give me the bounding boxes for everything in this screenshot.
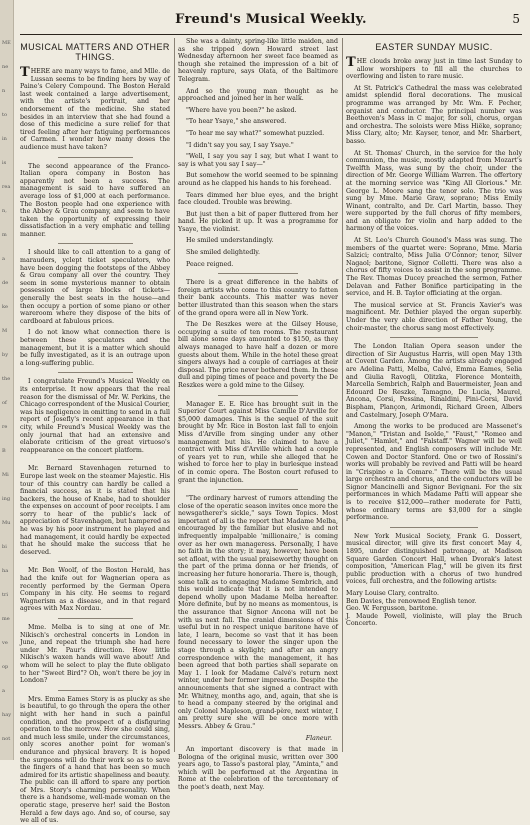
column-middle (178, 38, 338, 792)
paragraph: "To hear Ysaye," she answered. (186, 118, 287, 126)
paragraph: Mrs. Emma Eames Story is as plucky as she is beautiful, to go through the opera the other night with her hand in such a painful condition, and the prospect of a disfiguring operation to the morrow. How she could sing, and much less smile, under the circumstances, only scores another point for woman's endurance and physical bravery. It is hoped the surgeons will do their work so as to save the fingers of a hand that has been so much admired for its artistic shapeliness and beauty. The public can ill afford to spare any portion of Mrs. Story's charming personality. When there is a handsome, well-made woman on the operatic stage, preserve her! said the Boston Herald a few days ago. And so, of course, say we all of us. (20, 695, 170, 825)
margin-fragment: to (2, 112, 8, 118)
separator-rule (390, 337, 478, 338)
column-rule (174, 38, 175, 752)
paragraph: Mr. Bernard Stavenhagen returned to Europe last week on the steamer Majestic. His tour of this country can hardly be called a financial success, as it is stated that his backers, the house of Knabe, had to shoulder the expenses on account of poor receipts. I am sorry to hear of the public's lack of appreciation of Stavenhagen, but hampered as he was by his poor instrument he played and had management, it could hardly be expected that he should make the success that he deserved. (20, 465, 170, 556)
paragraph: THE clouds broke away just in time last Sunday to allow worshipers to fill all the churches to overflowing and listen to rare music. (346, 55, 522, 81)
page-number: 5 (512, 12, 520, 26)
paragraph: Mme. Melba is to sing at one of Mr. Nikisch's orchestral concerts in London in June, and repeat the triumph she had here under Mr. Paur's direction. How little Nikisch's waxen hands will wave about! And whom will he select to play the flute obligato to her "Sweet Bird"? Oh, won't there be joy in London? (20, 624, 170, 685)
margin-fragment: of (2, 400, 7, 406)
margin-fragment: hay (2, 712, 12, 718)
paragraph: She smiled delightedly. (186, 249, 260, 257)
margin-fragment: in (2, 136, 7, 142)
separator-rule (218, 489, 298, 490)
publication-title: Freund's Musical Weekly. (175, 12, 367, 27)
margin-fragment: ing (2, 496, 11, 502)
paragraph: At St. Thomas' Church, in the service for the holy communion, the music, mostly adapted from Mozart's Twelfth Mass, was sung by the choir, under the direction of Mr. George William Warren. The offertory at the morning service was "King All Glorious." Mr. George L. Moore sang the tenor solo. The trio was sung by Mme. Marie Graw, soprano; Miss Emily Winant, contralto, and Dr. Carl Martin, basso. They were supported by the full chorus of fifty members, and an obligato for violin and harp added to the harmony of the voices. (346, 149, 522, 233)
separator-rule (218, 273, 298, 274)
margin-fragment: a (2, 688, 5, 694)
separator-rule (58, 157, 133, 158)
adjacent-page-margin (0, 0, 14, 760)
paragraph: "Well, I say you say I say, but what I want to say is what you say I say—" (178, 153, 338, 168)
margin-fragment: not (2, 736, 11, 742)
paragraph: New York Musical Society, Frank G. Dossert, musical director, will give its first concert May 4, 1895, under distinguished patronage, at Madison Square Garden Concert Hall, when Dvorak's latest composition, "American Flag," will be given its first public production with a chorus of two hundred voices, full orchestra, and the following artists: (346, 532, 522, 586)
paragraph: The De Reszkes were at the Gilsey House, occupying a suite of ten rooms. The restaurant bill alone some days amounted to $150, as they always managed to have half a dozen or more guests about them. While in the hotel these great singers always had a couple of carriages at their disposal. The price never bothered them. In these dull and piping times of peace and poverty the De Reszkes were a gold mine to the Gilsey. (178, 321, 338, 389)
artist-entry: Geo. W. Fergusson, baritone. (346, 605, 438, 613)
paragraph: Peace reigned. (186, 260, 234, 268)
margin-fragment: B (2, 448, 6, 454)
paragraph: The musical service at St. Francis Xavier's was magnificent. Mr. Dethier played the organ superbly. Under the very able direction of Father Young, the choir-master, the chorus sang most effectively. (346, 301, 522, 332)
artist-entry: Mary Louise Clary, contralto. (346, 590, 439, 597)
margin-fragment: n (2, 88, 6, 94)
paragraph: The London Italian Opera season under the direction of Sir Augustus Harris, will open May 13th at Covent Garden. Among the artists already engaged are Adelina Patti, Melba, Calvé, Emma Eames, Selia and Giulia Ravogli, Olitzka, Florence Monteith, Marcella Sembrich, Ralph and Bauermeister, Jean and Edouard De Reszke, Tamagno, De Lucia, Maurel, Ancona, Corsi, Pessina, Rinaldini, Pini-Corsi, David Bispham, Plançon, Arimondi, Richard Green, Albers and Castelmary, Joseph O'Mara. (346, 343, 522, 419)
margin-fragment: n, (2, 208, 7, 214)
margin-fragment: bi (2, 544, 7, 550)
paragraph: He smiled understandingly. (186, 237, 274, 245)
paragraph: And so the young man thought as he approached and joined her in her walk. (178, 87, 338, 103)
paragraph: But just then a bit of paper fluttered from her hand. He picked it up. It was a programme for Ysaye, the violinist. (178, 210, 338, 233)
paragraph: At St. Leo's Church Gounod's Mass was sung. The members of the quartet were: Soprano, Mme. Maria Salzici; contralto, Miss Julia O'Connor; tenor, Silver Nagaol; baritone, Signor Colletti. There was also a chorus of fifty voices to assist in the song programme. The Rev. Thomas Ducey preached the sermon, Father Delavan and Father Bonifice participating in the service, and H. B. Taylor officiating at the organ. (346, 237, 522, 298)
paragraph: "To hear me say what?" somewhat puzzled. (186, 129, 325, 137)
section-heading: MUSICAL MATTERS AND OTHER THINGS. (20, 42, 170, 62)
signature: Flaneur. (305, 734, 332, 742)
paragraph: She was a dainty, spring-like little maiden, and as she tripped down Howard street last Wednesday afternoon her sweet face beamed as though she retained the impression of a bit of heavenly rapture, says Olata, of the Baltimore Telegram. (178, 38, 338, 83)
paragraph: Mr. Ben Woolf, of the Boston Herald, has had the knife out for Wagnerian opera as recently performed by the German Opera Company in his city. He seems to regard Wagnerism as a disease, and in that regard agrees with Max Nordau. (20, 567, 170, 613)
paragraph: There is a great difference in the habits of foreign artists who come to this country to fatten their bank accounts. This matter was never better illustrated than this season when the stars of the grand opera were all in New York. (178, 279, 338, 317)
paragraph: Tears dimmed her blue eyes, and the bright face clouded. Trouble was brewing. (178, 191, 338, 207)
artist-entry: J. Maude Powell, violiniste, will play the Bruch Concerto. (346, 612, 522, 628)
margin-fragment: ke (2, 304, 8, 310)
paragraph: At St. Patrick's Cathedral the mass was celebrated amidst splendid floral decorations. The musical programme was arranged by Mr. Wm. F. Pecher, organist and conductor. The principal number was Beethoven's Mass in C major, for soli, chorus, organ and orchestra. The soloists were Miss Hiëke, soprano; Miss Clary, alto; Mr. Kayser, tenor, and Mr. Sharbert, basso. (346, 84, 522, 145)
margin-fragment: ne (2, 64, 9, 70)
margin-fragment: ME (2, 40, 11, 46)
paragraph: "I didn't say you say, I say Ysaye." (186, 141, 294, 149)
paragraph: But somehow the world seemed to be spinning around as he clapped his hands to his forehead. (178, 172, 338, 187)
margin-fragment: de (2, 280, 9, 286)
paragraph: "The ordinary harvest of rumors attending the close of the operatic season invites once more the newsgatherer's sickle," says Town Topics. Most important of all is the report that Madame Melba, encouraged by the familiar but elusive and not infrequently impalpable 'millionaire,' is coming over as her own manageress. Personally, I have no faith in the story; it may, however, have been set afloat, with the usual praiseworthy thought on the part of the prima donna or her friends, of increasing her future honoraria. There is, though, some talk as to engaging Madame Sembrich, and this would indicate that it is not intended to depend wholly upon Madame Melba hereafter. More definite, but by no means as momentous, is the assurance that Signor Ancona will not be with us next fall. The cranial dimensions of this useful but in no respect unique baritone have of late, I learn, become so vast that it has been found necessary to lower the singer upon the stage through a skylight; and after an angry correspondence with the management, it has been agreed that both parties shall separate on May 1. I look for Madame Calvé's return next winter, under her former impresario. Despite the announcements that she signed a contract with Mr. Whitney, months ago, and, again, that she is to head a company steered by the original and only Colonel Mapleson, grand-père, next winter, I am pretty sure she will be once more with Messrs. Abbey & Grau." (178, 495, 338, 730)
paragraph: THERE are many ways to fame, and Mlle. de Lussan seems to be finding hers by way of Paine's Celery Compound. The Boston Herald last week contained a large advertisement, with the artiste's portrait, and her endorsement of the medicine. She stated besides in an interview that she had found a dose of this medicine a sure relief for that tired feeling after her fatiguing performances of Carmen. I wonder how many doses the audience must have taken? (20, 65, 170, 151)
margin-fragment: Mi (2, 472, 9, 478)
separator-rule (58, 243, 133, 244)
paragraph: The second appearance of the Franco-Italian opera company in Boston has apparently not been a success. The management is said to have suffered an average loss of $1,000 at each performance. The Boston people had one experience with the Abbey & Grau company, and seem to have taken the opportunity of expressing their dissatisfaction in a very emphatic and telling manner. (20, 162, 170, 238)
margin-fragment: is (2, 160, 7, 166)
separator-rule (58, 372, 133, 373)
margin-fragment: re (2, 424, 8, 430)
column-right (346, 38, 522, 754)
margin-fragment: me (2, 616, 10, 622)
separator-rule (390, 527, 478, 528)
margin-fragment: a (2, 256, 5, 262)
separator-rule (58, 618, 133, 619)
paragraph: Among the works to be produced are Massenet's "Manon," "Tristan and Isolde," "Faust," "Romeo and Juliet," "Hamlet," and "Falstaff." Wagner will be well represented, and English composers will include Mr. Cowen and Doctor Stanford. One or two of Rossini's works will probably be revived and Patti will be heard in "Crispino e la Comare." There will be the usual large orchestra and chorus, and the conductors will be Signor Mancinelli and Signor Bevignani. For the six performances in which Madame Patti will appear she is to receive $12,000—rather moderate for Patti, whose ordinary terms are $3,000 for a single performance. (346, 423, 522, 522)
separator-rule (58, 459, 133, 460)
paragraph: I do not know what connection there is between these speculators and the management, but it is a matter which should be fully investigated, as it is an outrage upon a long-suffering public. (20, 329, 170, 367)
margin-fragment: op (2, 664, 9, 670)
paragraph: I congratulate Freund's Musical Weekly on its enterprise. It now appears that the real reason for the dismissal of Mr. W. Perkins, the Chicago correspondent of the Musical Courier, was his negligence in omitting to send in a full report of Josefly's recent appearance in that city, while Freund's Musical Weekly was the only journal that had an extensive and elaborate criticism of the great virtuoso's reappearance on the concert platform. (20, 378, 170, 454)
margin-fragment: M (2, 328, 8, 334)
margin-fragment: by (2, 352, 9, 358)
margin-fragment: Mu (2, 520, 11, 526)
page-header (20, 10, 522, 35)
margin-fragment: m (2, 232, 7, 238)
margin-fragment: ve (2, 640, 8, 646)
paragraph: "Where have you been?" he asked. (186, 106, 297, 114)
column-rule (342, 38, 343, 752)
paragraph: Manager E. E. Rice has brought suit in the Superior Court against Miss Camille D'Arville for $5,000 damages. This is the sequel of the suit brought by Mr. Rice in Boston last fall to enjoin Miss d'Arville from singing under any other management but his. He claimed to have a contract with Miss d'Arville which had a couple of years yet to run, while she alleged that he wished to force her to play in burlesque instead of in comic opera. The Boston court refused to grant the injunction. (178, 400, 338, 484)
separator-rule (58, 690, 133, 691)
separator-rule (58, 561, 133, 562)
margin-fragment: the (2, 376, 11, 382)
section-heading: EASTER SUNDAY MUSIC. (375, 42, 493, 52)
paragraph: An important discovery is that made in Bologna of the original music, written over 300 years ago, to Tasso's pastoral play, "Aminta," and which will be performed at the Argentina in Rome at the celebration of the tercentenary of the poet's death, next May. (178, 746, 338, 792)
margin-fragment: tri (2, 592, 8, 598)
paragraph: I should like to call attention to a gang of marauders, yclept ticket speculators, who have been dogging the footsteps of the Abbey & Grau company all over the country. They seem in some mysterious manner to obtain possession of large blocks of tickets—generally the best seats in the house—and then occupy a portion of some piano or other wareroom where they dispose of the bits of cardboard at fabulous prices. (20, 249, 170, 325)
artist-entry: Ben Davies, the renowned English tenor. (346, 597, 477, 605)
margin-fragment: ha (2, 568, 9, 574)
separator-rule (218, 395, 298, 396)
column-left (20, 38, 170, 825)
margin-fragment: rea (2, 184, 11, 190)
